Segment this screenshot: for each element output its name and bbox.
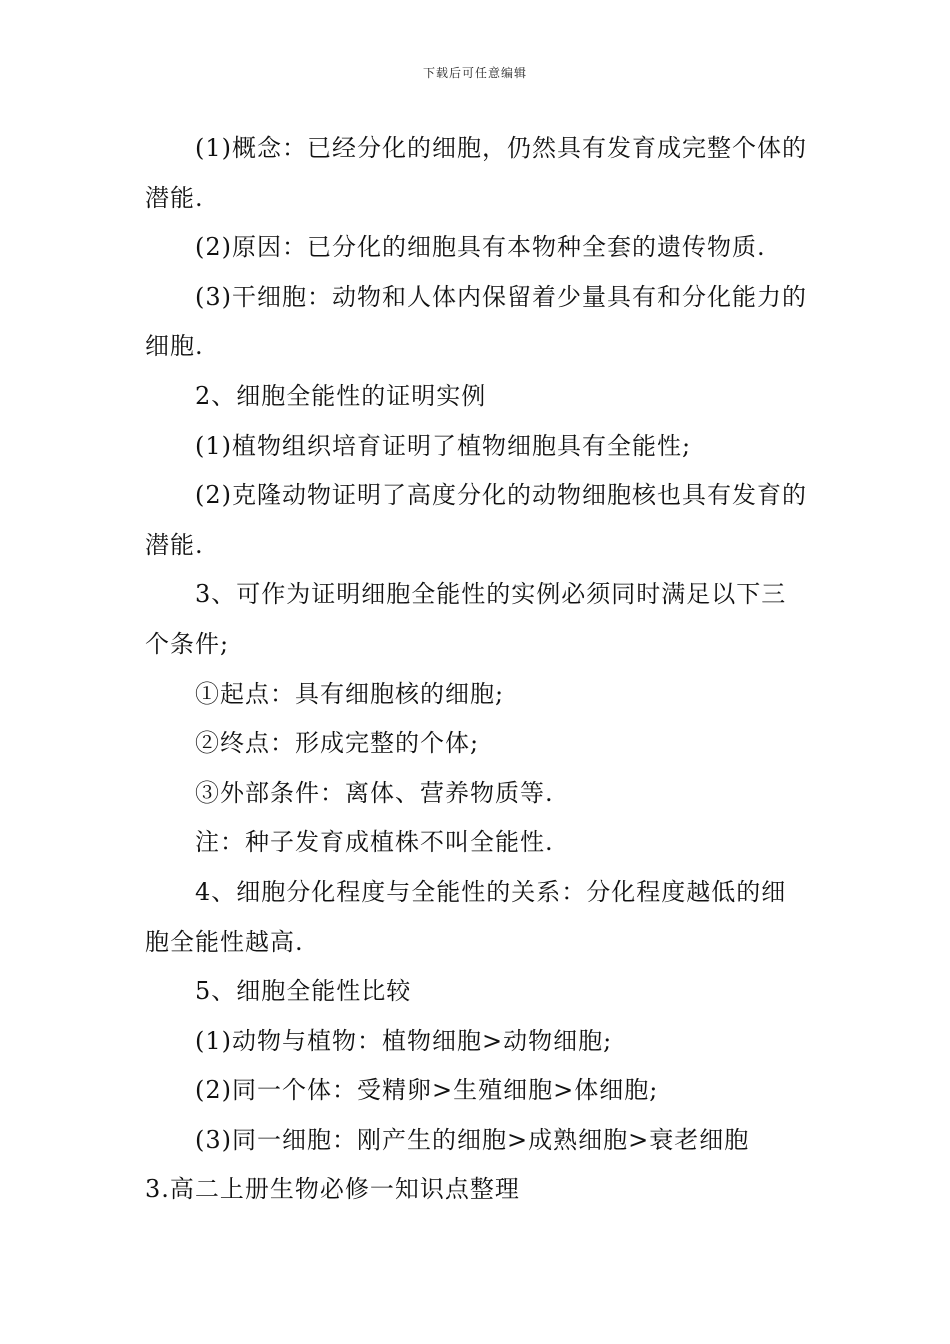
list-item-end: ②终点：形成完整的个体; [195,729,480,758]
paragraph-note: 注：种子发育成植株不叫全能性. [195,828,554,857]
chapter-heading: 3.高二上册生物必修一知识点整理 [145,1175,520,1204]
paragraph-stem-cell: (3)干细胞：动物和人体内保留着少量具有和分化能力的细胞. [145,282,807,361]
paragraph-plant-tissue: (1)植物组织培育证明了植物细胞具有全能性; [195,431,692,460]
section-heading-5: 5、细胞全能性比较 [195,977,412,1006]
section-heading-4: 4、细胞分化程度与全能性的关系：分化程度越低的细胞全能性越高. [145,877,787,956]
list-item-external: ③外部条件：离体、营养物质等. [195,778,554,807]
comparison-animal-plant: (1)动物与植物：植物细胞>动物细胞; [195,1026,613,1055]
page-header: 下载后可任意编辑 [422,66,527,80]
section-heading-2: 2、细胞全能性的证明实例 [195,381,487,410]
paragraph-reason: (2)原因：已分化的细胞具有本物种全套的遗传物质. [195,233,766,262]
comparison-same-cell: (3)同一细胞：刚产生的细胞>成熟细胞>衰老细胞 [195,1125,750,1154]
paragraph-concept: (1)概念：已经分化的细胞，仍然具有发育成完整个体的潜能. [145,134,807,212]
document-body [145,124,810,1215]
paragraph-cloned-animal: (2)克隆动物证明了高度分化的动物细胞核也具有发育的潜能. [145,481,807,559]
list-item-start: ①起点：具有细胞核的细胞; [195,679,505,708]
comparison-same-individual: (2)同一个体：受精卵>生殖细胞>体细胞; [195,1076,659,1105]
section-heading-3: 3、可作为证明细胞全能性的实例必须同时满足以下三个条件; [145,580,787,658]
